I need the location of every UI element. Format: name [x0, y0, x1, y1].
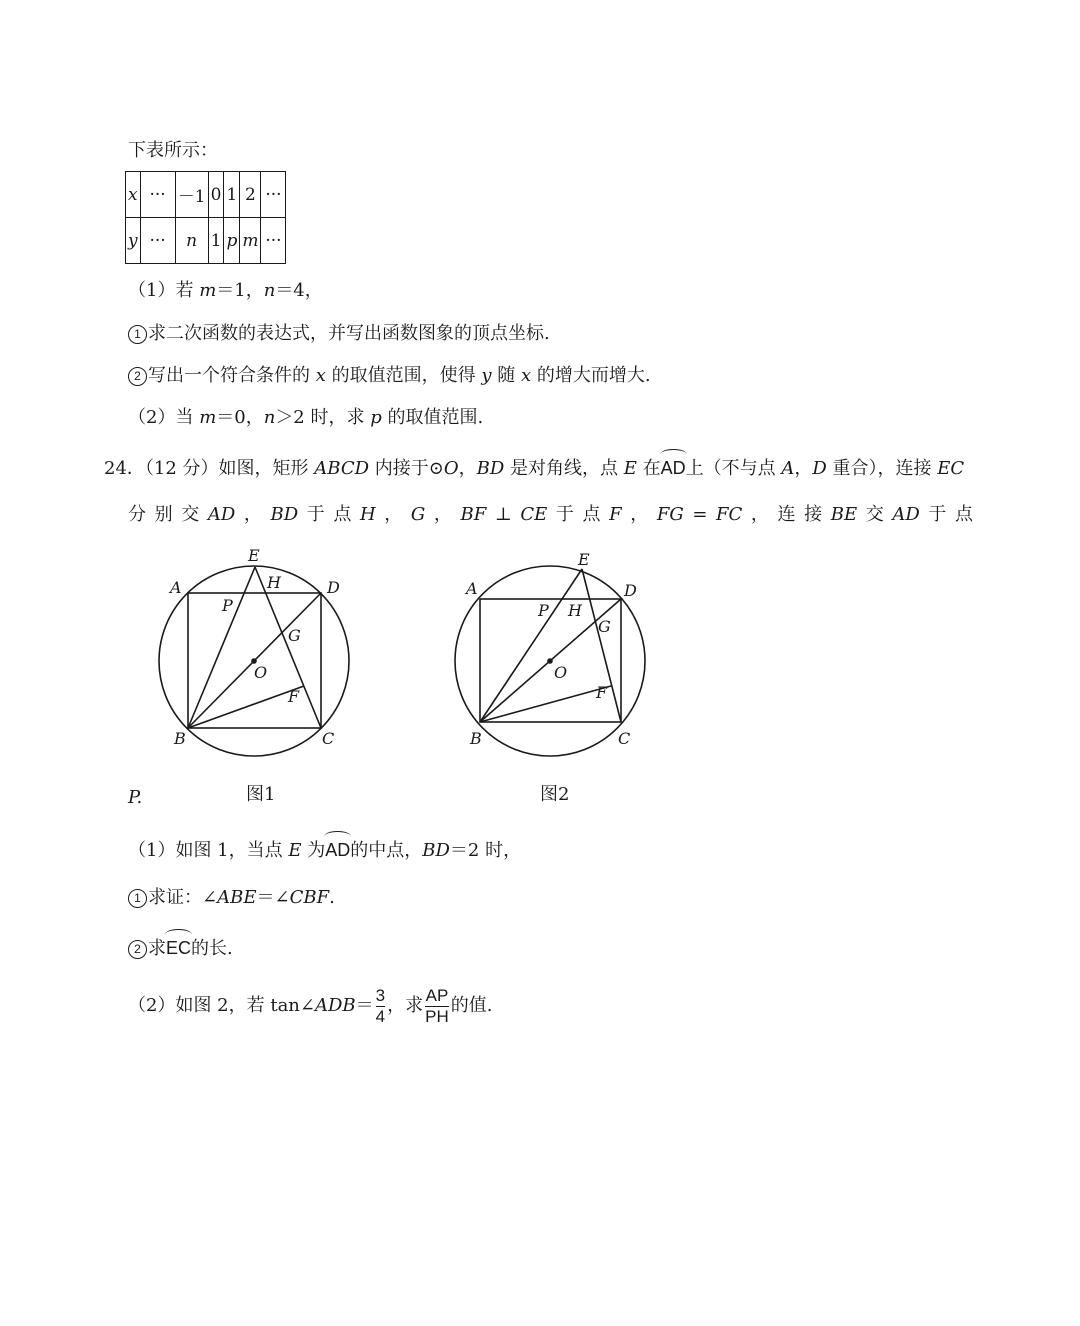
figure-2-caption: 图2: [540, 784, 570, 805]
circle-symbol: ⊙: [428, 458, 444, 479]
table-cell: 1: [224, 172, 240, 218]
sub-question-1: [128, 838, 521, 863]
word: AD: [207, 504, 236, 525]
question-1: [128, 279, 323, 303]
segment-bf: [188, 686, 304, 728]
denominator: PH: [425, 1006, 449, 1026]
var: O: [443, 458, 459, 479]
problem-24-end: P.: [128, 787, 143, 808]
text: ＝∠: [256, 887, 290, 908]
problem-24-line1: [104, 456, 964, 481]
text: 求证：∠: [148, 887, 218, 908]
figure-2: [436, 540, 676, 760]
label-c: C: [322, 729, 335, 748]
text: ，: [458, 458, 477, 479]
circled-number: 2: [128, 940, 147, 959]
word: ，: [433, 504, 452, 525]
text: ＝1，: [216, 280, 264, 301]
word: BF: [460, 504, 487, 525]
denominator: 4: [375, 1006, 386, 1026]
text: 是对角线，点: [504, 458, 624, 479]
label-f: F: [288, 687, 300, 706]
sub-question-1-1: [128, 886, 335, 910]
text: 写出一个符合条件的: [148, 365, 316, 386]
sub-question-1-2: [128, 936, 233, 961]
fraction-three-quarters: [376, 986, 385, 1027]
label-g: G: [598, 617, 611, 636]
var: ABE: [217, 887, 257, 908]
table-cell: ···: [140, 172, 175, 218]
label-f: F: [596, 683, 608, 702]
text: （1）如图 1，当点: [128, 840, 289, 861]
word: FG: [656, 504, 684, 525]
text: 随: [491, 365, 521, 386]
label-g: G: [288, 626, 301, 645]
table-cell: 0: [208, 172, 224, 218]
word: 于: [306, 504, 325, 525]
numerator: AP: [425, 985, 449, 1005]
word: F: [609, 504, 622, 525]
word: 交: [181, 504, 200, 525]
label-c: C: [618, 729, 631, 748]
numerator: 3: [375, 985, 386, 1005]
word: ，: [243, 504, 262, 525]
table-cell: p: [224, 218, 240, 264]
word: 接: [804, 504, 823, 525]
text: 的值.: [450, 995, 493, 1016]
var: BD: [476, 458, 505, 479]
word: =: [692, 504, 708, 525]
label-h: H: [568, 601, 582, 620]
var: D: [812, 458, 827, 479]
var-y: y: [481, 365, 492, 386]
label-o: O: [254, 663, 268, 682]
word: 于: [555, 504, 574, 525]
arc-ad: AD: [660, 458, 686, 478]
table-row-x: [126, 172, 286, 218]
label-e: E: [578, 550, 590, 569]
var-m: m: [199, 280, 217, 301]
word: ⊥: [494, 504, 512, 525]
segment-be: [188, 567, 255, 728]
text: 的长.: [191, 938, 233, 959]
table-cell: －1: [175, 172, 208, 218]
table-cell: ···: [261, 218, 286, 264]
label-p: P: [538, 601, 549, 620]
table-cell: m: [240, 218, 261, 264]
label-d: D: [624, 581, 637, 600]
word: ，: [630, 504, 649, 525]
word: 交: [865, 504, 884, 525]
text: ＞2 时，求: [275, 407, 371, 428]
table-cell: n: [175, 218, 208, 264]
label-d: D: [327, 578, 340, 597]
word: ，: [384, 504, 403, 525]
var-n: n: [263, 280, 276, 301]
label-b: B: [174, 729, 186, 748]
text: 为: [301, 840, 326, 861]
text: ＝: [355, 995, 374, 1016]
text: 求二次函数的表达式，并写出函数图象的顶点坐标.: [148, 323, 550, 344]
label-a: A: [466, 579, 478, 598]
text: ，: [794, 458, 813, 479]
circled-number: 2: [128, 367, 147, 386]
intro-text: 下表所示：: [128, 140, 218, 161]
label-a: A: [170, 578, 182, 597]
table-cell: 1: [208, 218, 224, 264]
text: 24．（12 分）如图，矩形: [104, 458, 315, 479]
word: BE: [830, 504, 858, 525]
figure-1: [140, 540, 380, 760]
fraction-ap-ph: [425, 986, 449, 1027]
word: FC: [716, 504, 743, 525]
var: EC: [937, 458, 965, 479]
word: G: [410, 504, 426, 525]
var: A: [781, 458, 795, 479]
var-n: n: [263, 407, 276, 428]
var: BD: [422, 840, 450, 861]
sub-question-2: [128, 984, 493, 1028]
figure-1-caption: 图1: [246, 784, 276, 805]
text: 上（不与点: [685, 458, 782, 479]
value-table: [125, 171, 286, 264]
text: ＝2 时，: [449, 840, 522, 861]
word: H: [359, 504, 376, 525]
var-x: x: [520, 365, 532, 386]
word: 连: [777, 504, 796, 525]
var-p: p: [370, 407, 382, 428]
label-e: E: [248, 546, 260, 565]
word: 于: [928, 504, 947, 525]
text: 内接于: [369, 458, 429, 479]
arc-ec: EC: [166, 938, 192, 958]
table-cell: 2: [240, 172, 261, 218]
question-2: [128, 406, 483, 430]
center-point: [547, 658, 553, 664]
circled-number: 1: [128, 889, 147, 908]
text: 的取值范围，使得: [325, 365, 482, 386]
label-p: P: [222, 596, 233, 615]
label-h: H: [267, 573, 281, 592]
question-1-2: [128, 364, 651, 388]
word: 点: [333, 504, 352, 525]
text: 的增大而增大.: [531, 365, 651, 386]
word: 分: [128, 504, 146, 525]
text: ＝4，: [275, 280, 323, 301]
word: BD: [270, 504, 299, 525]
text: .: [329, 887, 335, 908]
question-1-1: [128, 322, 550, 346]
var: E: [623, 458, 637, 479]
word: 点: [582, 504, 601, 525]
table-cell: ···: [140, 218, 175, 264]
var: E: [288, 840, 302, 861]
var-x: x: [315, 365, 326, 386]
text: （1）若: [128, 280, 200, 301]
text: 在: [636, 458, 661, 479]
text: ＝0，: [216, 407, 264, 428]
label-b: B: [470, 729, 482, 748]
text: ，求: [387, 995, 424, 1016]
var: ABCD: [314, 458, 370, 479]
var-m: m: [199, 407, 217, 428]
table-row-y: [126, 218, 286, 264]
text: （2）如图 2，若 tan∠: [128, 995, 315, 1016]
text: （2）当: [128, 407, 200, 428]
arc-ad: AD: [325, 840, 351, 860]
word: CE: [520, 504, 548, 525]
table-cell: y: [126, 218, 141, 264]
var: ADB: [315, 995, 356, 1016]
var: CBF: [289, 887, 330, 908]
text: 的取值范围.: [381, 407, 484, 428]
word: 别: [154, 504, 173, 525]
text: 的中点，: [350, 840, 423, 861]
word: 点: [955, 504, 973, 525]
text: 求: [148, 938, 166, 959]
word: ，: [750, 504, 769, 525]
text: 重合），连接: [826, 458, 938, 479]
word: AD: [892, 504, 920, 525]
circled-number: 1: [128, 325, 147, 344]
label-o: O: [554, 663, 568, 682]
table-cell: ···: [261, 172, 286, 218]
table-cell: x: [126, 172, 141, 218]
problem-24-line2: [128, 503, 973, 527]
